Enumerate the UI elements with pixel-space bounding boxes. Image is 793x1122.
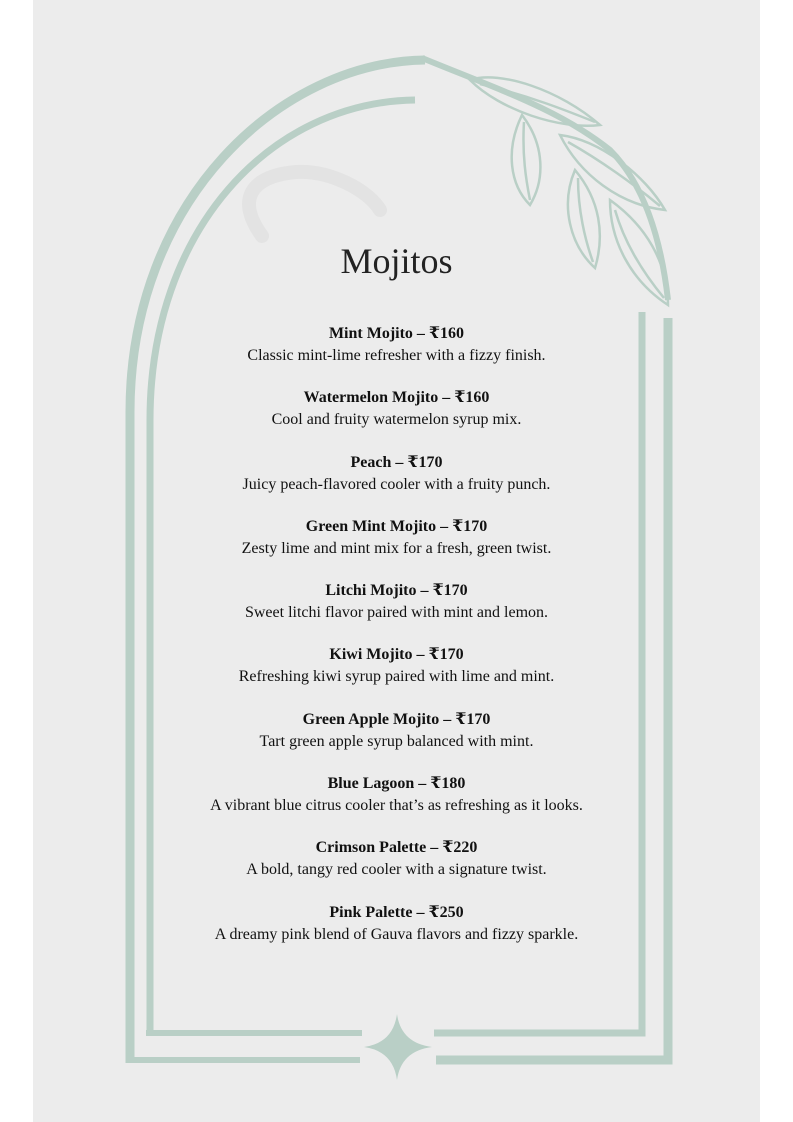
faint-swirl: [249, 172, 380, 236]
menu-item: [150, 580, 643, 644]
item-name: Watermelon Mojito: [303, 389, 439, 407]
menu-item: [150, 452, 643, 516]
item-price: ₹160: [454, 389, 490, 407]
menu-item: [150, 323, 643, 387]
item-description: A bold, tangy red cooler with a signature twist.: [246, 861, 547, 879]
item-heading: Mint Mojito – ₹160: [328, 325, 465, 342]
item-name: Kiwi Mojito: [329, 646, 413, 664]
item-description: Classic mint-lime refresher with a fizzy finish.: [247, 347, 546, 364]
menu-item: [150, 387, 643, 451]
item-price: ₹170: [432, 582, 468, 600]
menu-list: [150, 323, 643, 966]
item-price: ₹250: [428, 903, 464, 921]
item-heading: Pink Palette – ₹250: [329, 903, 464, 921]
item-name: Crimson Palette: [315, 839, 427, 857]
item-description: A dreamy pink blend of Gauva flavors and fizzy sparkle.: [214, 925, 579, 943]
item-heading: Crimson Palette – ₹220: [315, 839, 478, 857]
item-heading: Peach – ₹170: [350, 453, 443, 471]
item-price: ₹160: [428, 325, 465, 342]
menu-item: [150, 837, 643, 901]
item-description: Juicy peach-flavored cooler with a fruity punch.: [242, 475, 551, 493]
item-heading: Watermelon Mojito – ₹160: [303, 389, 490, 407]
sparkle-star-icon: [364, 1014, 432, 1080]
item-heading: Litchi Mojito – ₹170: [325, 582, 468, 600]
item-description: Zesty lime and mint mix for a fresh, green twist.: [241, 539, 552, 557]
item-heading: Green Apple Mojito – ₹170: [302, 710, 491, 728]
item-name: Peach: [350, 453, 392, 471]
item-price: ₹170: [407, 453, 443, 471]
item-description: A vibrant blue citrus cooler that’s as refreshing as it looks.: [210, 797, 583, 815]
item-name: Blue Lagoon: [327, 775, 415, 793]
item-price: ₹170: [455, 710, 491, 728]
item-description: Sweet litchi flavor paired with mint and lemon.: [244, 604, 549, 622]
item-price: ₹220: [442, 839, 478, 857]
menu-item: [150, 902, 643, 966]
item-description: Tart green apple syrup balanced with mint.: [259, 732, 534, 750]
item-heading: Green Mint Mojito – ₹170: [305, 517, 488, 535]
item-heading: Blue Lagoon – ₹180: [327, 775, 466, 793]
item-name: Litchi Mojito: [325, 582, 417, 600]
item-description: Cool and fruity watermelon syrup mix.: [271, 411, 522, 429]
item-heading: Kiwi Mojito – ₹170: [329, 646, 464, 664]
item-name: Green Apple Mojito: [302, 710, 440, 728]
item-price: ₹170: [428, 646, 464, 664]
item-name: Pink Palette: [329, 903, 413, 921]
menu-item: [150, 773, 643, 837]
item-price: ₹170: [452, 517, 488, 535]
menu-item: [150, 516, 643, 580]
menu-item: [150, 644, 643, 708]
item-name: Green Mint Mojito: [305, 517, 437, 535]
page-title: Mojitos: [340, 241, 453, 281]
menu-item: [150, 709, 643, 773]
item-description: Refreshing kiwi syrup paired with lime and mint.: [238, 668, 555, 686]
item-price: ₹180: [430, 775, 466, 793]
item-name: Mint Mojito: [328, 325, 413, 342]
